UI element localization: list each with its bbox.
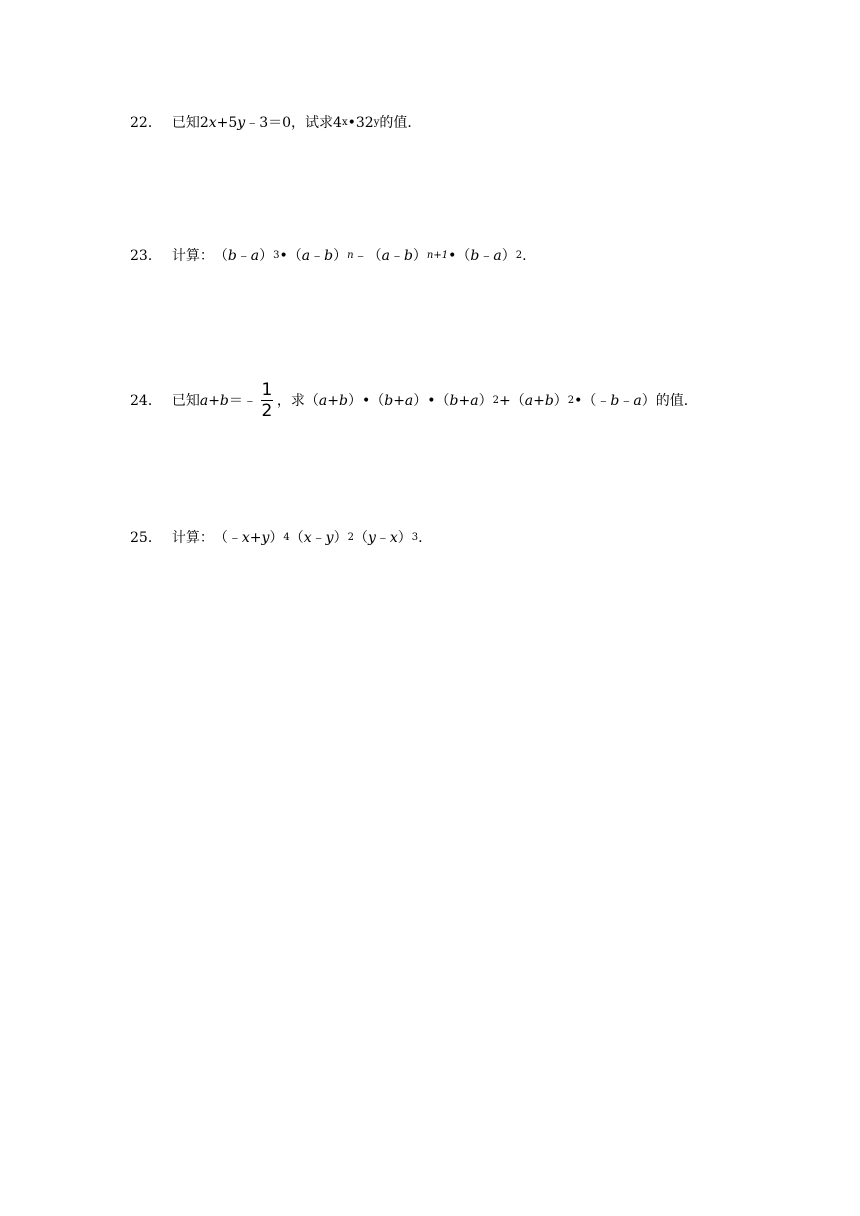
text: 计算：: [171, 530, 214, 546]
text: ）: [412, 248, 427, 264]
text: +: [533, 392, 545, 409]
variable: a: [493, 248, 502, 264]
text: ﹣: [310, 248, 325, 264]
text: ，试求: [291, 115, 334, 131]
variable: a: [250, 248, 260, 264]
text: +: [393, 392, 405, 409]
text: •（: [448, 248, 471, 264]
variable: a: [633, 392, 642, 409]
exponent-variable: n+1: [426, 250, 449, 261]
variable: y: [367, 530, 376, 546]
text: •（﹣: [574, 392, 611, 409]
variable: a: [404, 392, 414, 409]
text: +5: [216, 115, 238, 131]
problem-number: 25．: [130, 530, 162, 546]
text: ）: [478, 392, 493, 409]
variable: x: [241, 530, 250, 546]
text: ）•（: [347, 392, 385, 409]
text: ）: [333, 248, 348, 264]
text: +: [458, 392, 471, 409]
variable: y: [325, 530, 334, 546]
text: ）: [333, 530, 348, 546]
text: ﹣（: [353, 248, 382, 264]
text: ）: [641, 392, 656, 409]
problem-23: 23． 计算： （ b ﹣ a ） 3 •（ a ﹣ b ） n ﹣（ a ﹣ b ） n+1 •（ b ﹣ a ） 2 .: [130, 248, 527, 264]
text: +: [249, 530, 262, 546]
variable: a: [381, 248, 390, 264]
variable: x: [208, 115, 217, 131]
text: .: [522, 248, 527, 264]
variable: a: [524, 392, 534, 409]
text: ＝﹣: [228, 392, 257, 409]
text: ﹣: [389, 248, 404, 264]
fraction: [261, 381, 273, 420]
text: 2: [199, 115, 209, 131]
variable: b: [324, 248, 334, 264]
exponent-variable: n: [347, 250, 354, 261]
text: ﹣: [236, 248, 251, 264]
text: （: [353, 530, 368, 546]
variable: y: [261, 530, 270, 546]
text: +: [327, 392, 339, 409]
text: 的值．: [379, 115, 422, 131]
text: 的值．: [655, 392, 698, 409]
variable: b: [219, 392, 229, 409]
text: ）: [553, 392, 568, 409]
text: ）: [397, 530, 412, 546]
variable: a: [470, 392, 479, 409]
text: 已知: [171, 115, 200, 131]
text: •32: [347, 115, 374, 131]
problem-number: 24．: [130, 392, 162, 409]
problem-number: 23．: [130, 248, 162, 264]
text: +: [208, 392, 220, 409]
text: 4: [333, 115, 342, 131]
problem-number: 22．: [130, 115, 162, 131]
text: +（: [498, 392, 525, 409]
text: ﹣3＝0: [245, 115, 292, 131]
fraction-denominator: 2: [261, 401, 273, 421]
text: ﹣: [311, 530, 326, 546]
text: •（: [279, 248, 302, 264]
variable: b: [403, 248, 413, 264]
text: ）: [501, 248, 516, 264]
variable: b: [384, 392, 394, 409]
text: ﹣: [619, 392, 634, 409]
text: ）•（: [413, 392, 450, 409]
variable: y: [237, 115, 246, 131]
variable: b: [610, 392, 620, 409]
text: （﹣: [213, 530, 242, 546]
text: （: [289, 530, 304, 546]
fraction-numerator: 1: [261, 380, 273, 400]
variable: b: [227, 248, 237, 264]
text: 计算：: [171, 248, 214, 264]
variable: b: [449, 392, 459, 409]
variable: b: [544, 392, 554, 409]
variable: x: [389, 530, 398, 546]
problem-24: 24． 已知 a + b ＝﹣ $\frac{1}{2}$ ，求（ a + b ）•（ b + a ）•（ b + a ） 2 +（ a + b ） 2 •（﹣ b ﹣ a ） 的值．: [130, 380, 698, 421]
text: 已知: [171, 392, 200, 409]
text: （: [213, 248, 228, 264]
text: ﹣: [375, 530, 390, 546]
variable: a: [301, 248, 311, 264]
text: ）: [269, 530, 284, 546]
text: .: [418, 530, 423, 546]
variable: b: [338, 392, 348, 409]
variable: b: [470, 248, 480, 264]
text: ）: [259, 248, 274, 264]
problem-22: 22． 已知 2 x +5 y ﹣3＝0 ，试求 4 x •32 y 的值．: [130, 115, 422, 131]
text: ，求（: [276, 392, 319, 409]
problem-25: 25． 计算： （﹣ x + y ） 4 （ x ﹣ y ） 2 （ y ﹣ x ） 3 .: [130, 530, 423, 546]
text: ﹣: [479, 248, 494, 264]
variable: a: [199, 392, 209, 409]
variable: x: [303, 530, 312, 546]
variable: a: [318, 392, 328, 409]
